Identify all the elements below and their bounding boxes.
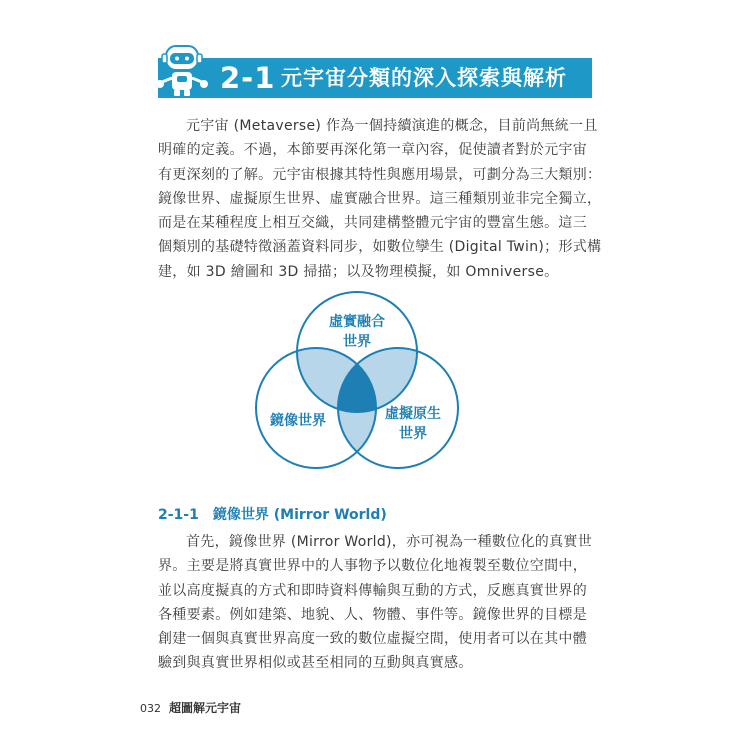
text-line: 建，如 3D 繪圖和 3D 掃描；以及物理模擬，如 Omniverse。 [158, 263, 559, 280]
section-title: 鏡像世界 (Mirror World) [212, 507, 387, 523]
venn-diagram [250, 290, 465, 470]
text-line: 明確的定義。不過，本節要再深化第一章內容，促使讀者對於元宇宙 [158, 142, 587, 159]
page-footer [140, 699, 241, 717]
section-paragraph [158, 530, 593, 676]
text-line: 並以高度擬真的方式和即時資料傳輸與互動的方式，反應真實世界的 [158, 582, 587, 599]
chapter-number: 2-1 [220, 61, 276, 95]
text-line: 界。主要是將真實世界中的人事物予以數位化地複製至數位空間中， [158, 558, 587, 575]
label-left: 鏡像世界 [270, 413, 326, 429]
book-title: 超圖解元宇宙 [169, 701, 242, 715]
text-line: 驗到與真實世界相似或甚至相同的互動與真實感。 [158, 655, 473, 672]
intro-paragraph [158, 114, 602, 284]
text-line: 個類別的基礎特徵涵蓋資料同步，如數位孿生 (Digital Twin)；形式構 [158, 239, 602, 256]
text-line: 首先，鏡像世界 (Mirror World)，亦可視為一種數位化的真實世 [186, 534, 592, 550]
vr-robot-icon [152, 42, 212, 98]
label-right-line1: 虛擬原生 [385, 406, 441, 422]
chapter-title: 元宇宙分類的深入探索與解析 [281, 66, 567, 90]
section-number: 2-1-1 [158, 507, 199, 523]
section-heading [158, 504, 387, 526]
label-right-line2: 世界 [399, 426, 427, 442]
text-line: 創建一個與真實世界高度一致的數位虛擬空間，使用者可以在其中體 [158, 631, 587, 648]
text-line: 鏡像世界、虛擬原生世界、虛實融合世界。這三種類別並非完全獨立， [158, 190, 602, 207]
text-line: 元宇宙 (Metaverse) 作為一個持續演進的概念，目前尚無統一且 [186, 118, 598, 134]
text-line: 而是在某種程度上相互交織，共同建構整體元宇宙的豐富生態。這三 [158, 215, 587, 232]
text-line: 有更深刻的了解。元宇宙根據其特性與應用場景，可劃分為三大類別： [158, 166, 602, 183]
page-number: 032 [140, 702, 161, 715]
label-top-line1: 虛實融合 [329, 314, 385, 330]
label-top-line2: 世界 [343, 334, 371, 350]
text-line: 各種要素。例如建築、地貌、人、物體、事件等。鏡像世界的目標是 [158, 606, 587, 623]
